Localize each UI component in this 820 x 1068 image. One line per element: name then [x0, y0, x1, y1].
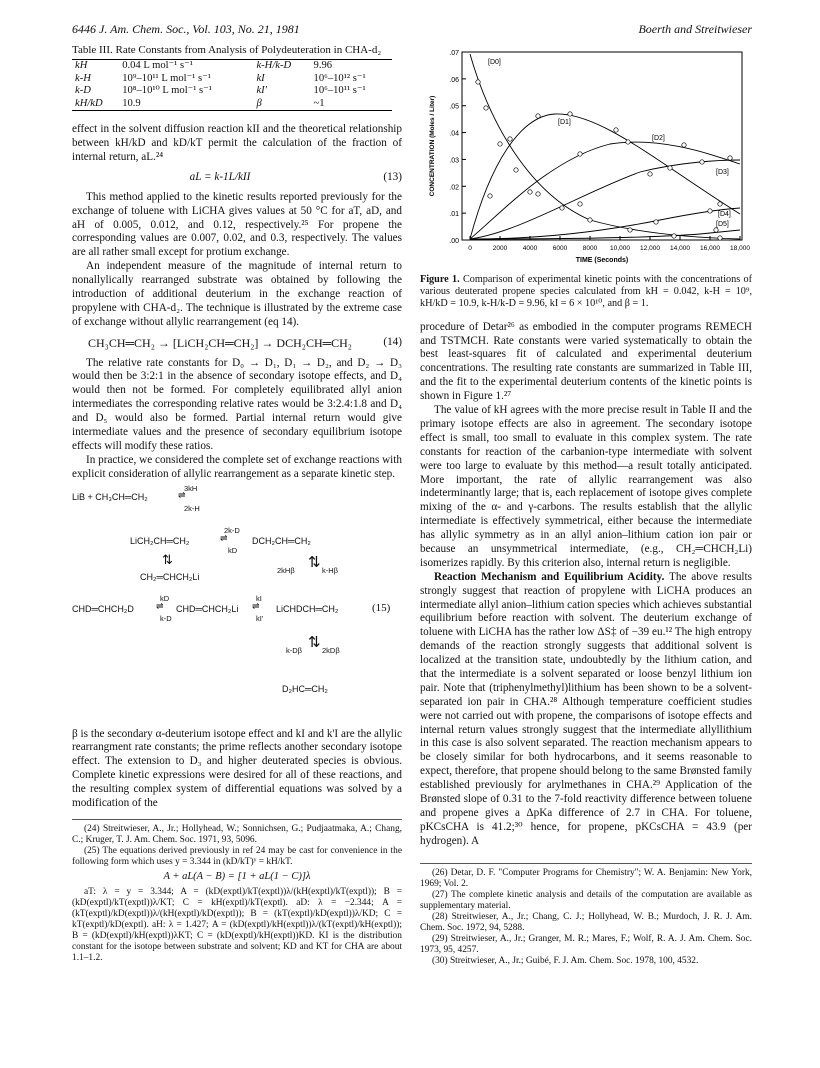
scheme-species: LiCHDCH═CH₂ [276, 603, 339, 614]
table-cell: 0.04 L mol⁻¹ s⁻¹ [119, 60, 253, 73]
paragraph-text: The above results strongly suggest that reaction of propylene with LiCHA produces an intermediate allyl anion–lithium cation species which achieves substantial equilibrium before reaction with solvent. The deuterium exchange of toluene with LiCHA has the rather low ΔS‡ of −39 eu.¹² The high entropy demands of the reaction strongly suggests that additional solvent is localized at the transition state, undoubtedly by the lithium cation, and that the intermediate is a solvent separated or loose benzyl lithium ion pair. Note that (triphenylmethyl)lithium has been shown to be a solvent-separated ion pair in CHA.²⁸ Although temperature coefficient studies were not carried out with propene, the comparisons of isotope effects and internal return values strongly suggest that the intermediate allyllithium in this case is also solvent separated. The reaction mechanism appears to be closely similar for both hydrocarbons, and it seems reasonable to expect, therefore, that propene should belong to the same Brønsted family established previously for arylmethanes in CHA.²⁹ Application of the Brønsted slope of 0.31 to the 7-fold reactivity difference between toluene and propene gives a ΔpKa difference of 2.7 in CHA. For toluene, pKCsCHA is 41.2;³⁰ hence, for propene, pKCsCHA = 43.9 (per hydrogen). A [420, 570, 752, 847]
paragraph: β is the secondary α-deuterium isotope effect and kI and k'I are the allylic rearrangment rate constants; the prime reflects another secondary isotope effect. The extension to D₃ and higher deuterated species is obvious. Complete kinetic expressions were desired for all of these reactions, and the resulting complex system of differential equations was solved by a modification of the [72, 727, 402, 809]
equilibrium-arrow-icon: ⇌ [220, 532, 228, 543]
x-tick-label: 8000 [582, 245, 598, 252]
data-point [668, 166, 672, 170]
footnote: (24) Streitwieser, A., Jr.; Hollyhead, W.; Sonnichsen, G.; Pudjaatmaka, A.; Chang, C.; Kruger, T. J. Am. Chem. Soc. 1971, 93, 5096. [72, 823, 402, 845]
equation-14 [72, 336, 402, 351]
x-tick-label: 0 [468, 245, 472, 252]
series-line [470, 54, 740, 239]
data-point [672, 234, 676, 238]
scheme-rate-label: kI [256, 593, 262, 603]
x-tick-label: 12,000 [640, 245, 660, 252]
x-tick-label: 10,000 [610, 245, 630, 252]
scheme-rate-label: kD [160, 593, 170, 603]
right-column [420, 44, 752, 967]
table-cell: kH/kD [72, 98, 119, 111]
series-line [470, 114, 740, 239]
scheme-rate-label: kD [228, 545, 238, 555]
x-tick-label: 14,000 [670, 245, 690, 252]
data-point [718, 236, 722, 240]
paragraph: This method applied to the kinetic results reported previously for the exchange of toluene with LiCHA gives values at 50 °C for aT, aD, and aH of 0.005, 0.012, and 0.12, respectively.²⁵ For propene the corresponding values are 0.007, 0.02, and 0.3, respectively. The values are all rather small except for protium exchange. [72, 190, 402, 259]
equation-number: (14) [383, 336, 402, 349]
scheme-rate-label: 2kHβ [277, 565, 295, 575]
series-label: [D4] [718, 211, 731, 218]
table-row [72, 60, 392, 73]
rate-constants-table [72, 59, 392, 111]
footnote: (27) The complete kinetic analysis and details of the computation are available as supplementary material. [420, 889, 752, 911]
scheme-rate-label: 3kH [184, 483, 198, 493]
y-tick-label: .04 [449, 130, 459, 138]
data-point [628, 228, 632, 232]
data-point [498, 142, 502, 146]
footnote: (30) Streitwieser, A., Jr.; Guibé, F. J. Am. Chem. Soc. 1978, 100, 4532. [432, 956, 699, 967]
paragraph: In practice, we considered the complete set of exchange reactions with explicit consideration of allylic rearrangement as a separate kinetic step. [72, 453, 402, 480]
equilibrium-arrow-icon: ⇌ [252, 600, 260, 611]
equation-body: aL = k-1L/kII [189, 170, 251, 183]
table-row [72, 98, 392, 111]
paragraph: effect in the solvent diffusion reaction kII and the theoretical relationship between kH/kD and kD/kT permit the calculation of the fraction of internal return, aL.²⁴ [72, 123, 402, 163]
scheme-species: D₂HC═CH₂ [282, 683, 328, 694]
footnote: (25) The equations derived previously in ref 24 may be cast for convenience in the following form which uses y = 3.344 in (kD/kT)ʸ = kH/kT. [72, 846, 402, 868]
footnote: (28) Streitwieser, A., Jr.; Chang, C. J.; Hollyhead, W. B.; Murdoch, J. R. J. Am. Chem. Soc. 1972, 94, 5288. [420, 911, 752, 934]
table-cell: k-H [75, 72, 91, 84]
paragraph: The relative rate constants for D₀ → D₁, D₁ → D₂, and D₂ → D₃ would then be 3:2:1 in the absence of secondary isotope effects, and D₄ would then not be formed. For completely equilibrated allyl anion intermediates the corresponding relative rates would be 3:2.4:1.8 and D₄ and D₅ would also be formed. Partial internal return would give intermediate values and the presence of secondary equilibrium isotope effects will modify these ratios. [72, 356, 402, 452]
header-authors: Boerth and Streitwieser [638, 22, 752, 36]
vertical-equilibrium-icon: ⇅ [308, 553, 321, 571]
y-axis-label: CONCENTRATION (Moles / Liter) [429, 95, 436, 197]
vertical-equilibrium-icon: ⇅ [162, 551, 173, 567]
table-cell: k-D [75, 85, 91, 97]
caption-text: Comparison of experimental kinetic points with the concentrations of various deuterated propene species calculated from kH = 0.042, k-H = 10⁹, kH/kD = 10.9, k-H/k-D = 9.96, kI = 6 × 10¹⁰, and β = 1. [420, 274, 752, 310]
x-tick-label: 18,000 [730, 245, 750, 252]
data-point [626, 140, 630, 144]
vertical-equilibrium-icon: ⇅ [308, 633, 321, 651]
scheme-rate-label: 2k-H [184, 503, 200, 513]
x-tick-label: 16,000 [700, 245, 720, 252]
y-tick-label: .00 [449, 238, 459, 245]
reaction-scheme-15 [72, 483, 402, 722]
figure-label: Figure 1. [420, 274, 460, 285]
table-cell: ~1 [311, 98, 392, 111]
table-cell: β [253, 98, 310, 111]
table-cell: 10⁹–10¹¹ L mol⁻¹ s⁻¹ [122, 72, 211, 84]
series-label: [D0] [488, 59, 501, 66]
data-point [514, 168, 518, 172]
header-citation: 6446 J. Am. Chem. Soc., Vol. 103, No. 21, 1981 [72, 22, 300, 36]
equation-number: (15) [372, 601, 391, 614]
scheme-rate-label: 2k-D [224, 525, 240, 535]
series-label: [D1] [558, 119, 571, 126]
data-point [536, 192, 540, 196]
x-tick-label: 2000 [492, 245, 508, 252]
table-cell: 10⁶–10¹¹ s⁻¹ [313, 85, 366, 97]
data-point [578, 202, 582, 206]
equation-13 [72, 171, 402, 185]
table-cell: 9.96 [311, 60, 392, 73]
paragraph: procedure of Detar²⁶ as embodied in the computer programs REMECH and TSTMCH. Rate constants were varied systematically to obtain the best least-squares fit of calculated and experimental deuterium concentrations. The resulting rate constants are summarized in Table III, and the fit to the experimental deuterium contents of the kinetic points is shown in Figure 1.²⁷ [420, 320, 752, 403]
concentration-plot [420, 44, 752, 270]
data-point [682, 143, 686, 147]
data-point [614, 128, 618, 132]
data-point [476, 80, 480, 84]
table-cell: k-H/k-D [253, 60, 310, 73]
y-tick-label: .03 [449, 157, 459, 165]
data-point [714, 228, 718, 232]
table-cell: 10⁸–10¹⁰ L mol⁻¹ s⁻¹ [122, 85, 212, 97]
scheme-species: CH₂═CHCH₂Li [140, 571, 200, 582]
scheme-rate-label: k-Hβ [322, 565, 338, 575]
table-row [72, 73, 392, 86]
x-tick-label: 6000 [552, 245, 568, 252]
x-axis-label: TIME (Seconds) [575, 257, 629, 264]
scheme-species: DCH₂CH═CH₂ [252, 535, 311, 546]
data-point [484, 106, 488, 110]
series-line [470, 160, 740, 239]
footnotes-left [72, 819, 402, 964]
scheme-species: CHD═CHCH₂Li [176, 603, 239, 614]
y-tick-label: .02 [449, 184, 459, 192]
table-cell: kI' [256, 85, 267, 97]
paragraph: The value of kH agrees with the more precise result in Table II and the primary isotope effects are also in agreement. The secondary isotope effect is small, too small to evaluate in this complex system. The rate constants for reaction of the carbanion-type intermediate with solvent were too large to evaluate by this method—a result totally anticipated. More important, the rate of allylic rearrangement was also indeterminantly large; that is, each replacement of isotope gives complete mixing of the α- and γ-carbons. The results establish that the allylic intermediate is effectively symmetrical, either because the intermediate has allylic symmetry as in an allyl anion–lithium cation ion pair or because an unsymmetrical intermediate, (e.g., CH₂═CHCH₂Li) isomerizes rapidly. By this criterion also, internal return is negligible. [420, 404, 752, 569]
data-point [588, 218, 592, 222]
series-label: [D3] [716, 169, 729, 176]
data-point [578, 152, 582, 156]
table-cell: kI [256, 72, 265, 84]
equilibrium-arrow-icon: ⇌ [178, 489, 186, 500]
table-cell: 10.9 [119, 98, 253, 111]
series-label: [D5] [716, 221, 729, 228]
scheme-rate-label: k-D [160, 613, 172, 623]
paragraph: An independent measure of the magnitude of internal return to nonallylically rearranged substrate was obtained by following the introduction of additional deuterium in the exchange reaction of propylene with CHA-d₂. The technique is illustrated by the extreme case of exchange without allylic rearrangement (eq 14). [72, 260, 402, 328]
table-title: Table III. Rate Constants from Analysis of Polydeuteration in CHA-d₂ [72, 44, 382, 56]
table-cell: kH [72, 60, 119, 73]
equation-number: (13) [383, 170, 402, 183]
data-point [708, 209, 712, 213]
y-tick-label: .01 [449, 211, 459, 219]
footnote: (29) Streitwieser, A., Jr.; Granger, M. R.; Mares, F.; Wolf, R. A. J. Am. Chem. Soc. 1973, 95, 4257. [420, 934, 752, 956]
page-header [72, 22, 752, 40]
footnote: aT: λ = y = 3.344; A = (kD(exptl)/kT(exptl))λ/(kH(exptl)/kT(exptl)); B = (kD(exptl)/kT(exptl))λ/KT; C = kH(exptl)/kT(exptl). aD: λ = −2.344; A = (kT(exptl)/kD(exptl))λ/(kH(exptl)/kD(exptl)); B = (kT(exptl)/kD(exptl))λ/KD; C = kT(exptl)/kD(exptl). aH: λ = 1.427; A = (kD(exptl)/kH(exptl))λ/(kT(exptl)/kH(exptl)); B = (kD(exptl)/kH(exptl))λKT; C = (kD(exptl)/kH(exptl))KD. KI is the distribution constant for the isotope between substrate and solvent; KD and KT for CHA are about 1.1–1.2. [72, 886, 402, 964]
y-tick-label: .05 [449, 103, 459, 111]
figure-1 [420, 44, 752, 270]
left-column [72, 44, 402, 964]
scheme-species: LiCH₂CH═CH₂ [130, 535, 190, 546]
data-point [654, 220, 658, 224]
y-tick-label: .07 [449, 50, 459, 57]
x-tick-label: 4000 [522, 245, 538, 252]
data-point [648, 172, 652, 176]
data-point [508, 137, 512, 141]
figure-caption [420, 274, 752, 311]
equation-body: CH₃CH═CH₂ → [LiCH₂CH═CH₂] → DCH₂CH═CH₂ [88, 335, 352, 350]
data-point [528, 190, 532, 194]
table-cell: 10⁶–10¹² s⁻¹ [313, 72, 366, 84]
equilibrium-arrow-icon: ⇌ [156, 600, 164, 611]
scheme-rate-label: 2kDβ [322, 645, 340, 655]
scheme-rate-label: kI' [256, 613, 264, 623]
footnotes-right [420, 863, 752, 968]
scheme-species: LiB + CH₃CH═CH₂ [72, 491, 148, 502]
series-label: [D2] [652, 135, 665, 142]
series-line [470, 230, 740, 239]
footnote-equation: A + aL(A − B) = [1 + aL(1 − C)]λ [163, 871, 311, 883]
data-point [568, 112, 572, 116]
data-point [700, 160, 704, 164]
y-tick-label: .06 [449, 76, 459, 84]
data-point [560, 206, 564, 210]
data-point [718, 202, 722, 206]
scheme-species: CHD═CHCH₂D [72, 603, 134, 614]
footnote: (26) Detar, D. F. "Computer Programs for Chemistry"; W. A. Benjamin: New York, 1969; Vol. 2. [420, 867, 752, 889]
data-point [488, 194, 492, 198]
table-row [72, 85, 392, 98]
scheme-rate-label: k-Dβ [286, 645, 302, 655]
paragraph [420, 571, 752, 849]
data-point [728, 156, 732, 160]
section-heading: Reaction Mechanism and Equilibrium Acidity. [434, 570, 665, 583]
data-point [536, 114, 540, 118]
series-line [470, 142, 740, 239]
